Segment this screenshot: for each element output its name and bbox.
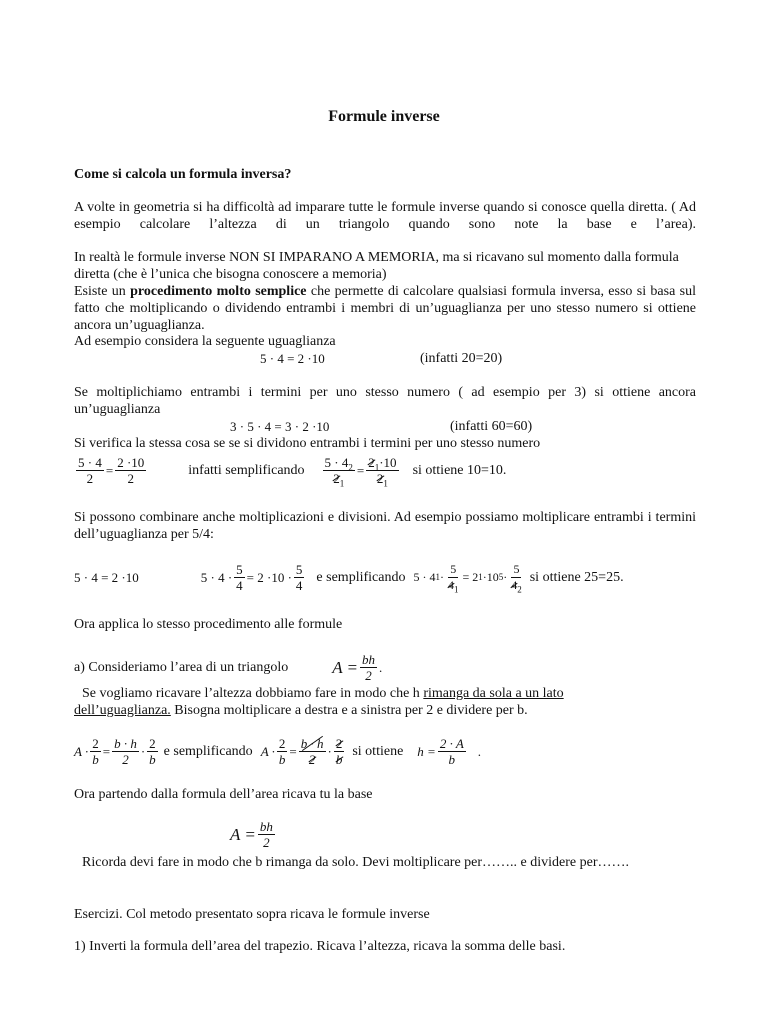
alg-frac-2b-den: b xyxy=(92,751,99,767)
base-paragraph: Ora partendo dalla formula dell’area ricava tu la base xyxy=(74,787,373,802)
alg-frac-2b-num: 2 xyxy=(92,735,99,751)
combo-eq: 5 · 4 = 2 ·10 xyxy=(74,569,139,585)
alg-s-bh-den-text: 2 xyxy=(308,751,316,767)
combo-frac-2 xyxy=(294,562,305,593)
algebra-left xyxy=(74,736,160,767)
alg-frac-bh xyxy=(112,736,139,767)
triangle-text: a) Consideriamo l’area di un triangolo xyxy=(74,659,289,675)
combo-mult-right: = 2 ·10 · xyxy=(246,569,292,585)
alg-s-frac-bh xyxy=(299,736,326,767)
alg-s-b-text: b xyxy=(335,751,343,767)
alg-dot: · xyxy=(140,743,146,759)
height-formula-frac xyxy=(438,736,466,767)
alg-s-frac-2b-num: 2 xyxy=(278,735,286,751)
algebra-simplified xyxy=(261,736,347,767)
triangle-formula-den: 2 xyxy=(365,667,372,683)
s-left-sub: 2 xyxy=(348,462,353,473)
s-left-den-sub: 1 xyxy=(339,478,345,489)
combo-frac-1-den: 4 xyxy=(236,577,243,593)
reality-paragraph: In realtà le formule inverse NON SI IMPARANO A MEMORIA, ma si ricavano sul momento dalla formula diretta (che è l’unica che bisogna conoscere a memoria) xyxy=(74,250,679,282)
height-paragraph-line2 xyxy=(74,702,528,719)
combo-s-frac-1-four: 4 xyxy=(447,577,454,592)
triangle-formula-lhs: A = xyxy=(332,657,359,677)
simplified-left-num xyxy=(323,455,355,471)
equation-2-note: (infatti 60=60) xyxy=(450,419,533,434)
combo-frac-2-num: 5 xyxy=(295,561,303,577)
area-formula-2-lhs: A = xyxy=(230,824,256,844)
alg-a: A · xyxy=(74,743,89,759)
combo-s-frac-1-den xyxy=(446,578,461,593)
simplify-text: infatti semplificando xyxy=(188,462,305,478)
s-right-num-b: ·10 xyxy=(379,454,397,470)
s-left-den-text: 2 xyxy=(333,470,340,486)
alg-s-dot: · xyxy=(327,743,332,759)
combo-simplified: 5 · 4 1 · $\frac{5}{4_1}$ = 2 1 ·10 5 · $\frac{5}{4_2}$ xyxy=(413,561,522,594)
combo-s-frac-1 xyxy=(446,562,461,593)
equation-1: 5 · 4 = 2 ·10 xyxy=(260,351,325,366)
alg-frac-2b-r-den: b xyxy=(149,751,156,767)
combo-s-frac-2-num: 5 xyxy=(513,561,520,576)
triangle-formula-num: bh xyxy=(362,651,376,667)
triangle-formula xyxy=(332,652,382,683)
s-right-num-a: 2 xyxy=(368,454,375,470)
alg-frac-2b xyxy=(90,736,101,767)
combo-example-line xyxy=(74,558,624,596)
divide-paragraph: Si verifica la stessa cosa se se si dividono entrambi i termini per uno stesso numero xyxy=(74,436,541,451)
area-formula-2-num: bh xyxy=(259,818,273,834)
page-title: Formule inverse xyxy=(328,108,440,125)
procedure-post: che permette di calcolare qualsiasi formula inversa, esso si basa sul fatto che moltiplicando o dividendo entrambi i membri di un’uguaglianza per uno stesso numero si ottiene ancora un’uguaglianza. xyxy=(74,284,696,333)
combo-s-frac-2-sub: 2 xyxy=(517,583,522,594)
apply-paragraph: Ora applica lo stesso procedimento alle formule xyxy=(74,617,343,632)
simplified-right xyxy=(366,454,398,489)
alg-eq: = xyxy=(102,743,111,759)
alg-simplify-text: e semplificando xyxy=(163,743,253,759)
alg-frac-bh-num: b · h xyxy=(114,735,137,751)
area-formula-2-expr xyxy=(230,819,277,850)
alg-s-frac-bh-num xyxy=(299,736,326,752)
s-right-den-text: 2 xyxy=(376,470,384,486)
fraction-left-num: 5 · 4 xyxy=(78,454,102,470)
alg-s-a: A · xyxy=(260,743,275,759)
combo-frac-2-den: 4 xyxy=(295,577,303,593)
combo-frac-1-num: 5 xyxy=(236,561,243,577)
combo-simplify-text: e semplificando xyxy=(316,569,406,585)
s-right-den-sub: 1 xyxy=(383,478,388,489)
fraction-right-num: 2 ·10 xyxy=(117,454,145,470)
height-formula xyxy=(417,736,481,767)
combo-s-frac-2-four: 4 xyxy=(511,577,518,592)
combo-s-dot: · xyxy=(503,569,508,584)
fraction-equation: $\frac{5 \cdot 4}{2}$ = $\frac{2 \cdot 10}{2}$ xyxy=(78,454,145,486)
combo-s-ten: ·10 xyxy=(482,569,499,584)
s-left-num-text: 5 · 4 xyxy=(324,454,349,470)
result-text: si ottiene 10=10. xyxy=(412,462,507,478)
fraction-right-den: 2 xyxy=(127,470,134,486)
combo-s-eq: = 2 xyxy=(462,569,479,584)
procedure-bold: procedimento molto semplice xyxy=(130,284,307,299)
combo-frac-1 xyxy=(234,562,245,593)
alg-frac-2b-r-num: 2 xyxy=(149,735,156,751)
alg-frac-bh-den: 2 xyxy=(122,751,129,767)
combine-paragraph: Si possono combinare anche moltiplicazioni e divisioni. Ad esempio possiamo moltiplicare entrambi i termini dell’uguaglianza per 5/4: xyxy=(74,510,696,542)
combo-s-frac-2-den xyxy=(509,578,524,593)
intro-paragraph xyxy=(74,199,696,233)
triangle-line xyxy=(74,650,382,684)
fraction-left xyxy=(76,455,104,486)
area-formula-2-den: 2 xyxy=(263,834,270,850)
height-underline-1: rimanga da sola a un lato xyxy=(423,686,564,701)
height-formula-den: b xyxy=(448,751,456,767)
alg-s-frac-bh-den xyxy=(307,752,318,767)
intro-text: A volte in geometria si ha difficoltà ad imparare tutte le formule inverse quando si conosce quella diretta. ( Ad esempio calcolare l’altezza di un triangolo quando sono note la base e l’area). xyxy=(74,200,696,232)
procedure-paragraph xyxy=(74,283,696,334)
height-formula-lhs: h = xyxy=(417,743,436,759)
equation-2: 3 · 5 · 4 = 3 · 2 ·10 xyxy=(230,419,330,434)
combo-mult-left: 5 · 4 · xyxy=(200,569,233,585)
multiply-paragraph: Se moltiplichiamo entrambi i termini per uno stesso numero ( ad esempio per 3) si ottiene ancora un’uguaglianza xyxy=(74,385,696,417)
combo-s-frac-2 xyxy=(509,562,524,593)
fraction-right xyxy=(115,455,146,486)
simplified-left xyxy=(323,454,355,489)
equation-1-note: (infatti 20=20) xyxy=(420,351,503,366)
simplified-right-num xyxy=(366,455,398,471)
combo-s-frac-1-num: 5 xyxy=(450,561,457,576)
alg-s-frac-2b-r xyxy=(334,736,345,767)
combo-s-frac-1-sub: 1 xyxy=(453,583,459,594)
area-formula-2-frac xyxy=(258,819,275,850)
algebra-line xyxy=(74,732,481,770)
combo-s-left: 5 · 4 xyxy=(413,569,436,584)
fraction-left-den: 2 xyxy=(86,470,94,486)
fraction-example-line xyxy=(74,452,506,488)
height-paragraph xyxy=(82,685,700,702)
height-text-b: Bisogna moltiplicare a destra e a sinistra per 2 e dividere per b. xyxy=(170,703,528,718)
combo-s-mid: · xyxy=(439,569,444,584)
exercise-1: 1) Inverti la formula dell’area del trapezio. Ricava l’altezza, ricava la somma delle basi. xyxy=(74,939,566,954)
section-heading: Come si calcola un formula inversa? xyxy=(74,167,292,182)
example-intro: Ad esempio considera la seguente uguaglianza xyxy=(74,334,336,349)
simplified-fraction: $\frac{5 \cdot 4_2}{2_1}$ = $\frac{2_1\cdot 10}{2_1}$ xyxy=(324,454,397,489)
alg-s-bh-text: b · h xyxy=(300,735,324,751)
area-formula-2 xyxy=(230,816,277,852)
simplified-right-den xyxy=(375,470,390,489)
triangle-formula-dot: . xyxy=(379,659,383,675)
combo-result-text: si ottiene 25=25. xyxy=(529,569,624,585)
height-formula-period: . xyxy=(477,743,482,759)
height-text-a: Se vogliamo ricavare l’altezza dobbiamo fare in modo che h xyxy=(82,686,424,701)
reminder-text: Ricorda devi fare in modo che b rimanga da solo. Devi moltiplicare per…….. e dividere per……. xyxy=(82,855,629,870)
alg-s-frac-2b-r-num xyxy=(334,736,345,752)
triangle-formula-frac xyxy=(360,652,377,683)
exercises-intro: Esercizi. Col metodo presentato sopra ricava le formule inverse xyxy=(74,907,430,922)
alg-s-eq: = xyxy=(289,743,297,759)
combo-multiplied xyxy=(201,562,307,593)
alg-frac-2b-r xyxy=(147,736,158,767)
alg-s-frac-2b-r-den xyxy=(334,752,345,767)
simplified-left-den xyxy=(331,470,346,489)
alg-s-frac-2b xyxy=(277,736,288,767)
alg-result-text: si ottiene xyxy=(352,743,404,759)
height-formula-num: 2 · A xyxy=(439,735,464,751)
alg-s-frac-2b-den: b xyxy=(278,751,286,767)
s-right-sub: 1 xyxy=(374,462,380,473)
height-underline-2: dell’uguaglianza. xyxy=(74,703,171,718)
alg-s-2-text: 2 xyxy=(335,735,343,751)
procedure-pre: Esiste un xyxy=(74,284,131,299)
